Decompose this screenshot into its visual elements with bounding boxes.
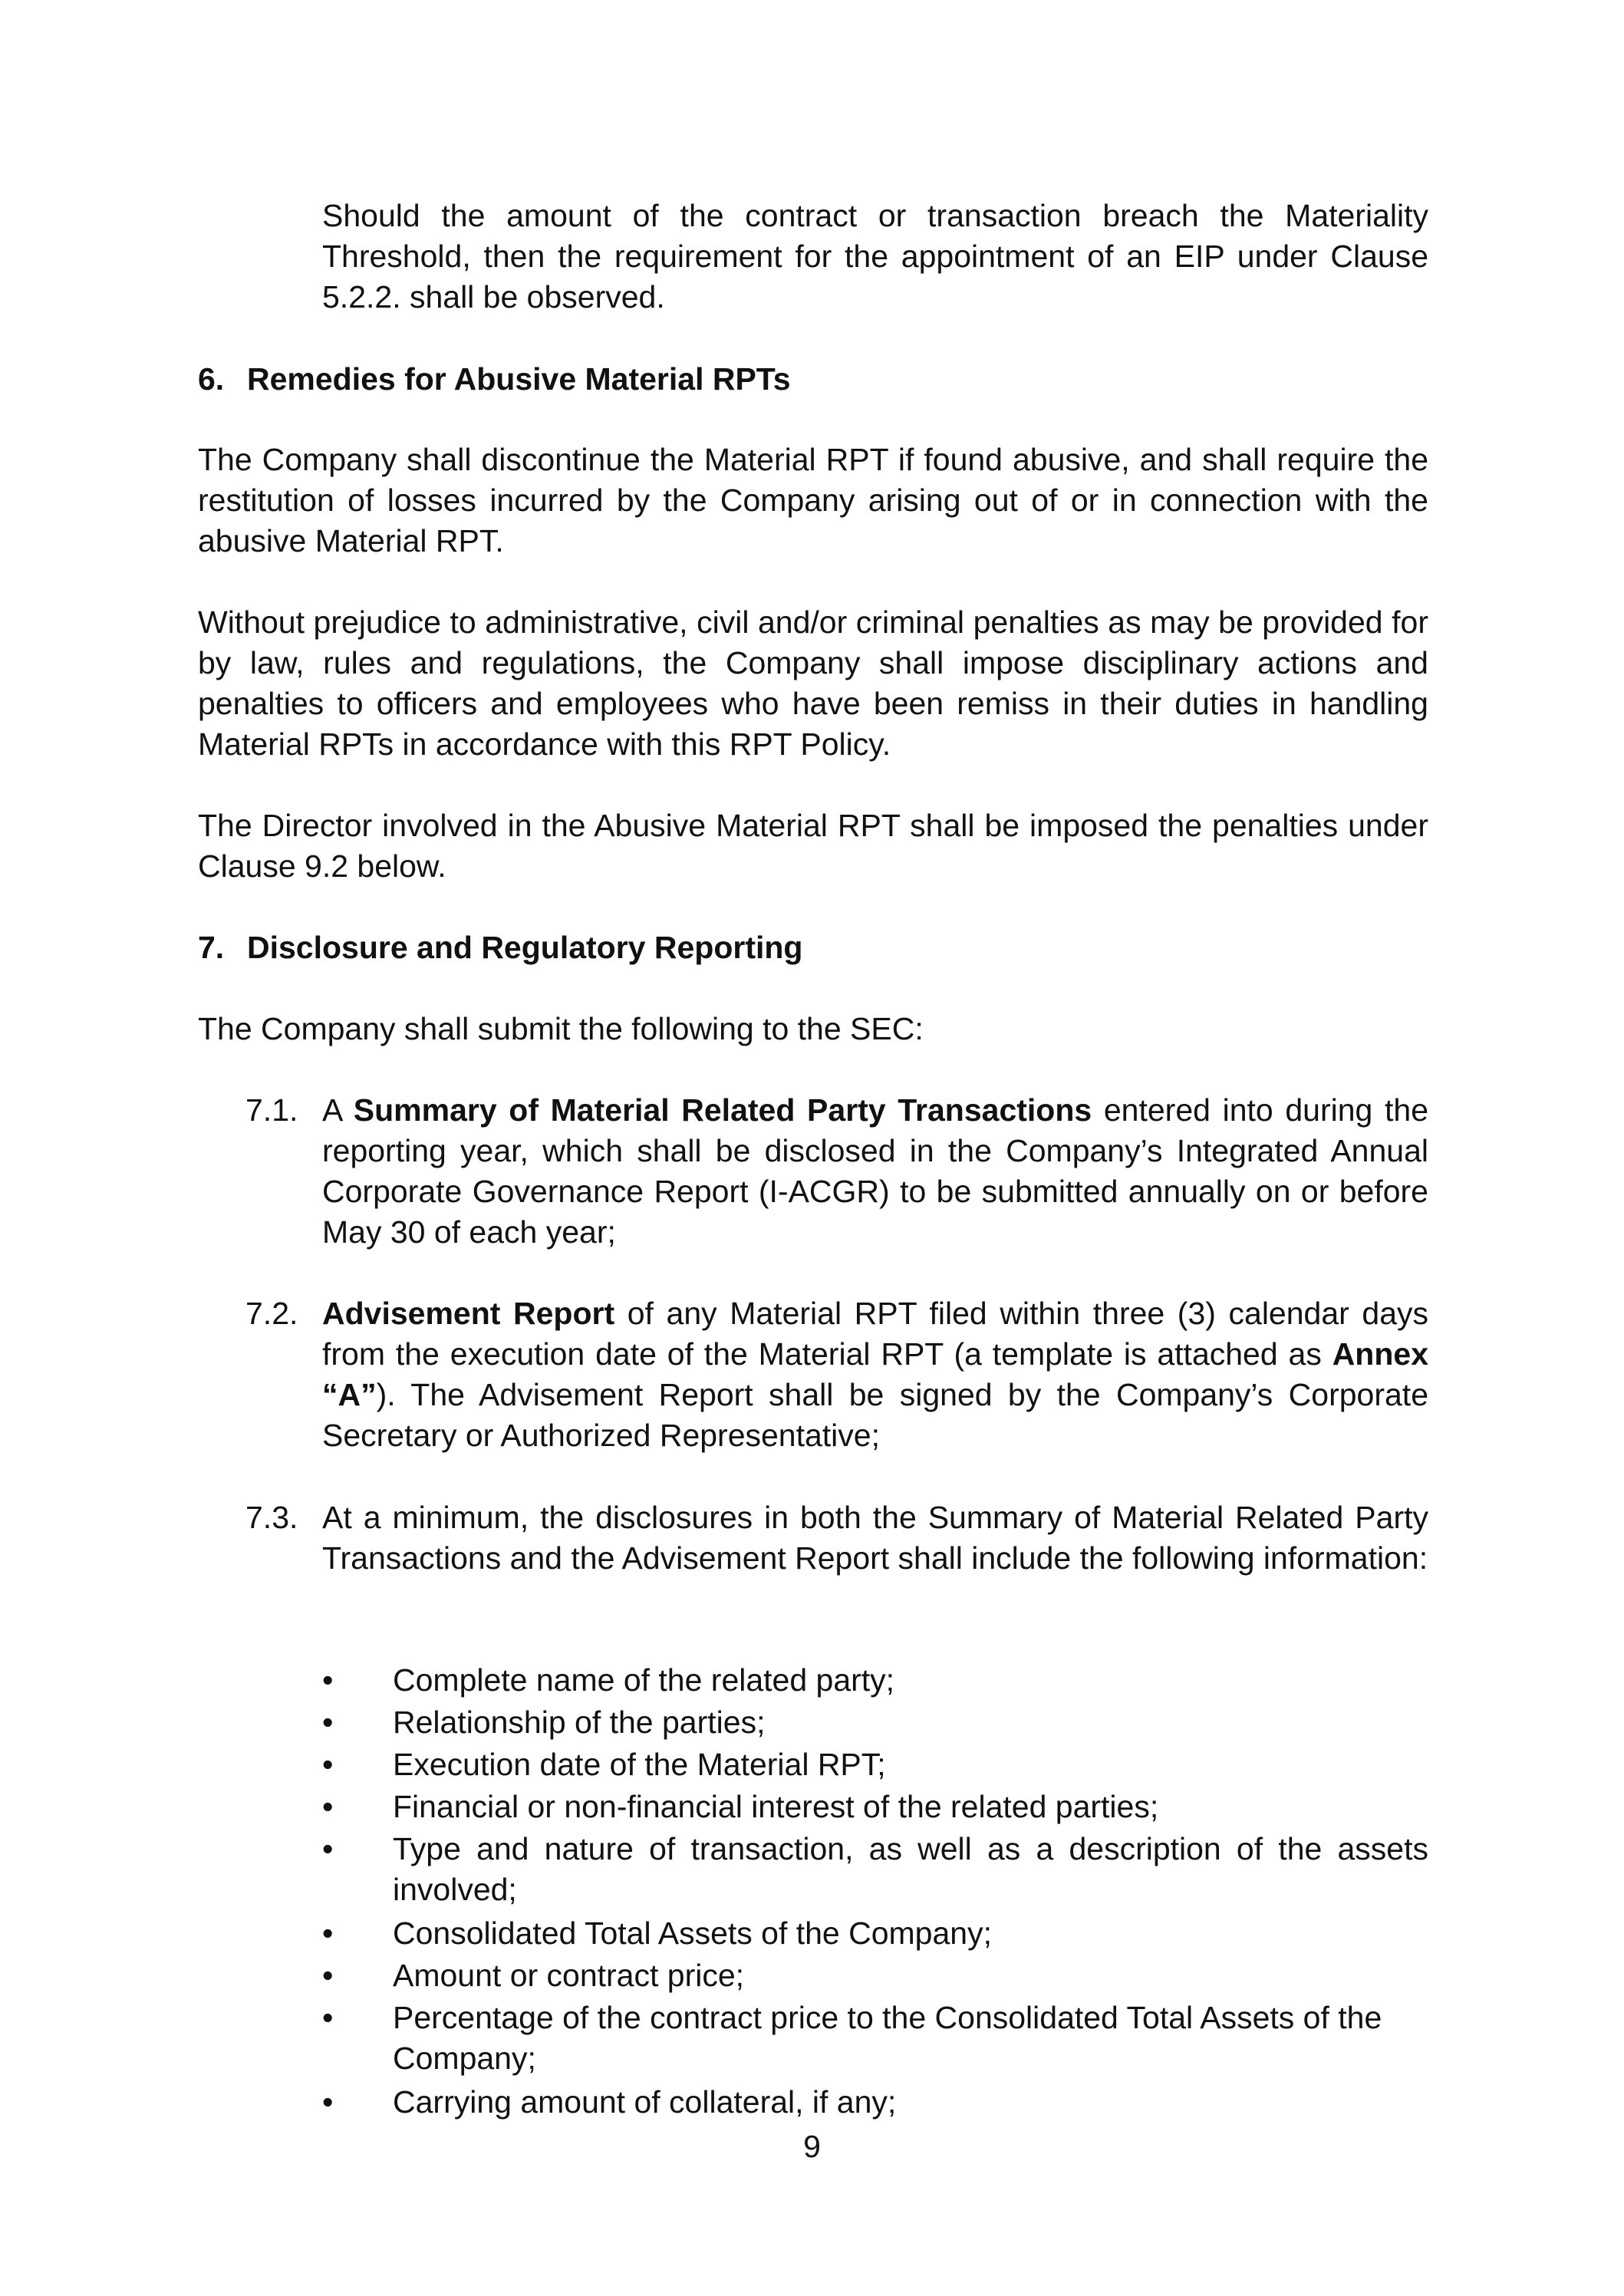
item-7-1-bold: Summary of Material Related Party Transactions [353, 1092, 1092, 1128]
bullet-text: Execution date of the Material RPT; [393, 1747, 886, 1782]
item-7-2-bold: Advisement Report [322, 1296, 615, 1331]
section-6-number: 6. [198, 361, 225, 397]
section-6-paragraph-3: The Director involved in the Abusive Material RPT shall be imposed the penalties under Clause 9.2 below. [198, 808, 1428, 884]
bullet-text: Amount or contract price; [393, 1958, 745, 1993]
section-7-number: 7. [198, 930, 225, 965]
item-7-2-number: 7.2. [245, 1296, 298, 1331]
item-7-2-text [322, 1293, 1428, 1456]
page-number: 9 [803, 2129, 821, 2164]
continuation-paragraph: Should the amount of the contract or transaction breach the Materiality Threshold, then the requirement for the appointment of an EIP under Clause 5.2.2. shall be observed. [322, 198, 1428, 315]
bullet-text: Consolidated Total Assets of the Company; [393, 1916, 992, 1951]
item-7-2-annex: Annex “A” [322, 1336, 1428, 1412]
section-7-title: Disclosure and Regulatory Reporting [247, 930, 803, 965]
item-7-2-post: ). The Advisement Report shall be signed by the Company’s Corporate Secretary or Authorized Representative; [322, 1377, 1428, 1453]
item-7-3-number: 7.3. [245, 1500, 298, 1535]
bullet-text: Percentage of the contract price to the Consolidated Total Assets of the Company; [393, 2000, 1382, 2076]
bullet-text: Complete name of the related party; [393, 1662, 895, 1698]
item-7-1-number: 7.1. [245, 1092, 298, 1128]
bullet-text: Relationship of the parties; [393, 1705, 766, 1740]
section-6-paragraph-1: The Company shall discontinue the Material RPT if found abusive, and shall require the restitution of losses incurred by the Company arising out of or in connection with the abusive Material RPT. [198, 442, 1428, 558]
item-7-1-pre: A [322, 1092, 354, 1128]
section-6-paragraph-2: Without prejudice to administrative, civil and/or criminal penalties as may be provided for by law, rules and regulations, the Company shall impose disciplinary actions and penalties to officers and employees who have been remiss in their duties in handling Material RPTs in accordance with this RPT Policy. [198, 604, 1428, 762]
section-6-title: Remedies for Abusive Material RPTs [247, 361, 791, 397]
item-7-2-mid: of any Material RPT filed within three (3) calendar days from the execution date of the Material RPT (a template is attached as [322, 1296, 1428, 1372]
item-7-3-text: At a minimum, the disclosures in both the Summary of Material Related Party Transactions and the Advisement Report shall include the following information: [322, 1500, 1428, 1576]
section-6-heading [198, 359, 791, 400]
bullet-text: Carrying amount of collateral, if any; [393, 2084, 897, 2120]
item-7-1-post: entered into during the reporting year, which shall be disclosed in the Company’s Integrated Annual Corporate Governance Report (I-ACGR) to be submitted annually on or before May 30 of each year; [322, 1092, 1428, 1250]
bullet-text: Financial or non-financial interest of the related parties; [393, 1789, 1159, 1824]
bullet-text: Type and nature of transaction, as well as a description of the assets involved; [393, 1831, 1428, 1907]
item-7-1-text [322, 1090, 1428, 1253]
section-7-intro: The Company shall submit the following to the SEC: [198, 1011, 924, 1046]
section-7-heading [198, 927, 802, 968]
